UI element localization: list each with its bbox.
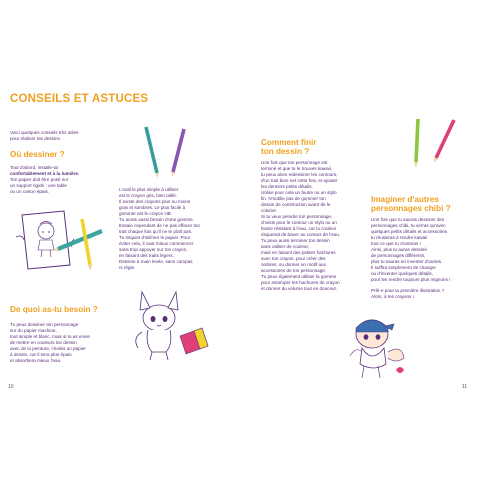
text-line: trait chaque fois qu'il ne te plaît pas. — [119, 229, 193, 234]
text-line: risquerait de baver au contact de l'eau. — [261, 232, 341, 237]
text-line: Tu peux aussi terminer ton dessin — [261, 238, 330, 243]
text-line: avec de la peinture, choisis un papier — [10, 346, 86, 351]
text-line: éviter cela, il vaut mieux commencer — [119, 241, 194, 246]
pencils-illustration — [140, 123, 190, 179]
finish-heading — [261, 138, 317, 156]
text-line: de mettre en couleurs ton dessin — [10, 340, 77, 345]
text-line: Utilise pour cela un feutre ou un stylo — [261, 190, 337, 195]
text-line: sur du papier machine, — [10, 328, 57, 333]
where-heading: Où dessiner ? — [10, 150, 65, 159]
text-line: Tout d'abord, installe-toi — [10, 165, 59, 170]
text-line: en faisant des traits légers. — [119, 253, 174, 258]
heading-line: Imaginer d'autres — [371, 195, 439, 204]
fox-chibi-illustration — [132, 288, 214, 370]
text-line: tu réussiras à rendre kawaii — [371, 235, 428, 240]
need-heading: De quoi as-tu besoin ? — [10, 305, 98, 314]
text-line: d'un trait bien net cette fois, et ajouter — [261, 178, 338, 183]
text-line: gommer est le crayon HB. — [119, 211, 173, 216]
yellow-pencil-icon — [82, 219, 92, 271]
text-line: Tu risques d'abîmer le papier. Pour — [119, 235, 191, 240]
text-line: est le crayon gris, bien taillé. — [119, 193, 177, 198]
pencils-illustration-right — [410, 116, 458, 170]
text-line: feutre résistant à l'eau, car la couleur — [261, 226, 337, 231]
intro-line: Voici quelques conseils très utiles — [10, 130, 79, 135]
text-line: à dessin, car il sera plus épais — [10, 352, 72, 357]
text-line: Une fois que ton personnage est — [261, 160, 328, 165]
eraser-icon — [180, 328, 208, 354]
text-line: Une fois que tu sauras dessiner des — [371, 217, 445, 222]
text-line: Si tu veux peindre ton personnage, — [261, 214, 333, 219]
green-pencil-icon — [414, 119, 418, 168]
text-line: terminé et que tu le trouves kawaii, — [261, 166, 332, 171]
page-number-right: 11 — [462, 384, 468, 390]
text-line: ni règle. — [119, 265, 136, 270]
text-line: tout ce que tu choisiras ! — [371, 241, 421, 246]
text-line: sans utiliser de couleur, — [261, 244, 310, 249]
heading-line: Comment finir — [261, 138, 317, 147]
text-line: pour les rendre toujours plus mignons ! — [371, 277, 451, 282]
text-line: tu peux alors redessiner les contours, — [261, 172, 338, 177]
text-line: pour estomper tes hachures de crayon — [261, 280, 340, 285]
page-number-left: 10 — [8, 384, 14, 390]
heading-line: personnages chibi ? — [371, 204, 451, 213]
cupid-chibi-illustration — [348, 312, 408, 386]
text-line: fin. N'oublie pas de gommer ton — [261, 196, 326, 201]
text-line: Prêt·e pour ta première illustration ? — [371, 288, 445, 293]
text-line: et absorbera mieux l'eau. — [10, 358, 62, 363]
text-line: plus tu sauras en inventer d'autres. — [371, 259, 443, 264]
imagine-heading — [371, 195, 451, 213]
finish-text — [261, 160, 371, 292]
text-line: Alors, à tes crayons ! — [371, 294, 414, 299]
imagine-text — [371, 217, 475, 300]
text-line: Tu peux également utiliser la gomme — [261, 274, 337, 279]
text-line: accessoires de ton personnage. — [261, 268, 327, 273]
text-line: mais en faisant des petites hachures — [261, 250, 336, 255]
where-text — [10, 165, 120, 195]
text-line: ou d'inventer quelques détails, — [371, 271, 433, 276]
text-line: confortablement et à la lumière. — [10, 171, 80, 176]
text-line: un support rigide : une table — [10, 183, 67, 188]
pink-pencil-icon — [434, 120, 454, 163]
text-line: Tu auras aussi besoin d'une gomme. — [119, 217, 195, 222]
intro-text — [10, 130, 120, 142]
text-line: de personnages différents, — [371, 253, 426, 258]
text-line: Ainsi, plus tu auras dessiné — [371, 247, 427, 252]
text-line: ou un carton épais. — [10, 189, 50, 194]
page-title: CONSEILS ET ASTUCES — [10, 93, 149, 105]
text-line: Il existe des crayons plus ou moins — [119, 199, 191, 204]
text-line: L'outil le plus simple à utiliser — [119, 187, 179, 192]
drawing-board-illustration — [14, 209, 106, 273]
teal-pencil-icon — [146, 127, 159, 178]
text-line: tout simple et blanc, mais si tu as envie — [10, 334, 90, 339]
heading-line: ton dessin ? — [261, 147, 310, 156]
text-line: sans trop appuyer sur ton crayon, — [119, 247, 188, 252]
need-text — [10, 322, 122, 364]
text-line: les derniers petits détails. — [261, 184, 313, 189]
text-line: quelques petits détails et accessoires — [371, 229, 448, 234]
text-line: Tu peux dessiner ton personnage — [10, 322, 79, 327]
purple-pencil-icon — [171, 129, 184, 177]
tool-text — [119, 187, 229, 271]
text-line: Ton papier doit être posé sur — [10, 177, 69, 182]
text-line: avec ton crayon, pour créer des — [261, 256, 326, 261]
text-line: Essaie cependant de ne pas effacer ton — [119, 223, 200, 228]
text-line: et donner du volume tout en douceur. — [261, 286, 338, 291]
text-line: ombres, ou donner un motif aux — [261, 262, 326, 267]
intro-line: pour réaliser tes dessins. — [10, 136, 62, 141]
text-line: personnages chibi, tu verras qu'avec — [371, 223, 446, 228]
text-line: Dessine à main levée, sans compas — [119, 259, 193, 264]
text-line: gras et sombres. Le plus facile à — [119, 205, 186, 210]
text-line: choisis pour le contour un stylo ou un — [261, 220, 337, 225]
text-line: colorier. — [261, 208, 278, 213]
text-line: Il suffira simplement de changer — [371, 265, 437, 270]
text-line: dessin de construction avant de le — [261, 202, 331, 207]
